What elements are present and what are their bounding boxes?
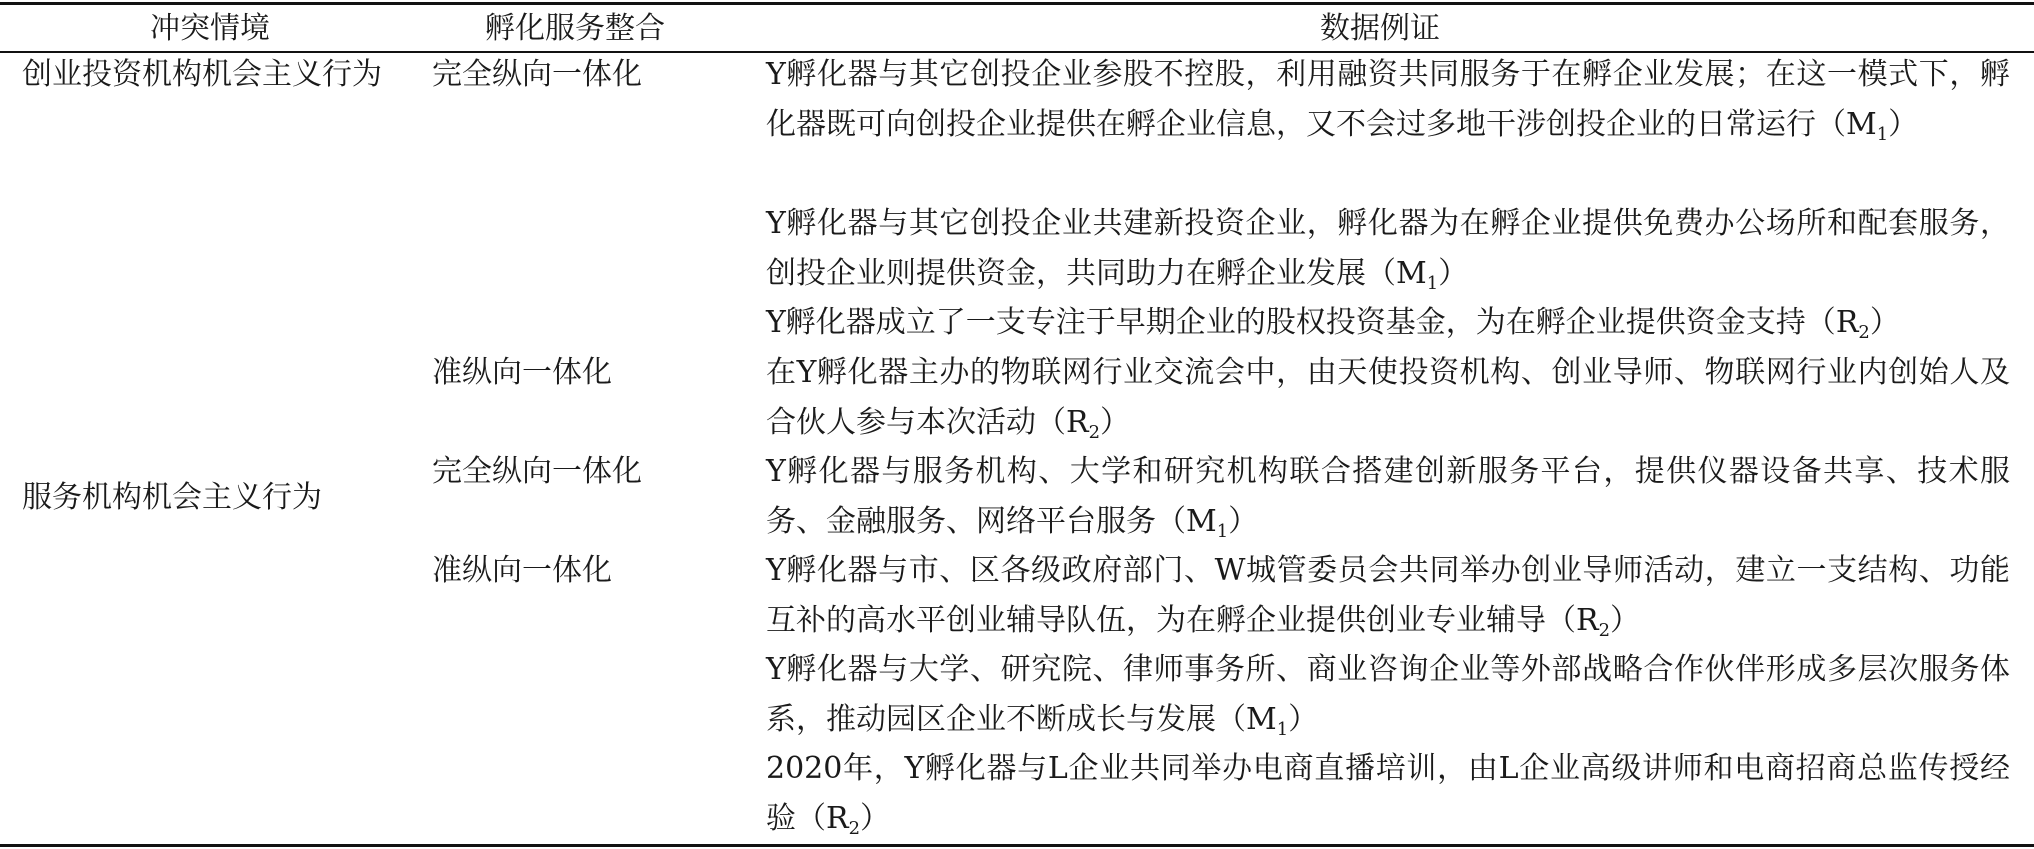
situation-vc-opportunism: 创业投资机构机会主义行为 — [22, 57, 382, 92]
integration-full-vertical: 完全纵向一体化 — [432, 454, 642, 489]
situation-service-opportunism: 服务机构机会主义行为 — [22, 480, 322, 515]
integration-quasi-vertical: 准纵向一体化 — [432, 553, 612, 588]
header-data-evidence: 数据例证 — [1320, 11, 1440, 46]
evidence-item: Y孵化器与其它创投企业共建新投资企业，孵化器为在孵企业提供免费办公场所和配套服务，创投企业则提供资金，共同助力在孵企业发展$(M_1)$ — [766, 206, 2010, 294]
evidence-item: Y孵化器与服务机构、大学和研究机构联合搭建创新服务平台，提供仪器设备共享、技术服务、金融服务、网络平台服务$(M_1)$ — [766, 454, 2010, 542]
integration-full-vertical: 完全纵向一体化 — [432, 57, 642, 92]
evidence-item: 2020年，Y孵化器与L企业共同举办电商直播培训，由L企业高级讲师和电商招商总监传授经验$(R_2)$ — [766, 751, 2010, 839]
header-service-integration: 孵化服务整合 — [485, 11, 665, 46]
evidence-item: Y孵化器与大学、研究院、律师事务所、商业咨询企业等外部战略合作伙伴形成多层次服务体系，推动园区企业不断成长与发展$(M_1)$ — [766, 652, 2010, 740]
evidence-item: 在Y孵化器主办的物联网行业交流会中，由天使投资机构、创业导师、物联网行业内创始人及合伙人参与本次活动$(R_2)$ — [766, 355, 2010, 443]
table-bottom-rule — [0, 844, 2034, 847]
evidence-item: Y孵化器与其它创投企业参股不控股，利用融资共同服务于在孵企业发展；在这一模式下，孵化器既可向创投企业提供在孵企业信息，又不会过多地干涉创投企业的日常运行$(M_1)$ — [766, 57, 2010, 145]
header-conflict-situation: 冲突情境 — [150, 11, 270, 46]
evidence-item: Y孵化器成立了一支专注于早期企业的股权投资基金，为在孵企业提供资金支持$(R_2)$ — [766, 305, 1900, 343]
integration-quasi-vertical: 准纵向一体化 — [432, 355, 612, 390]
table-top-rule — [0, 2, 2034, 5]
evidence-item: Y孵化器与市、区各级政府部门、W城管委员会共同举办创业导师活动，建立一支结构、功能互补的高水平创业辅导队伍，为在孵企业提供创业专业辅导$(R_2)$ — [766, 553, 2010, 641]
